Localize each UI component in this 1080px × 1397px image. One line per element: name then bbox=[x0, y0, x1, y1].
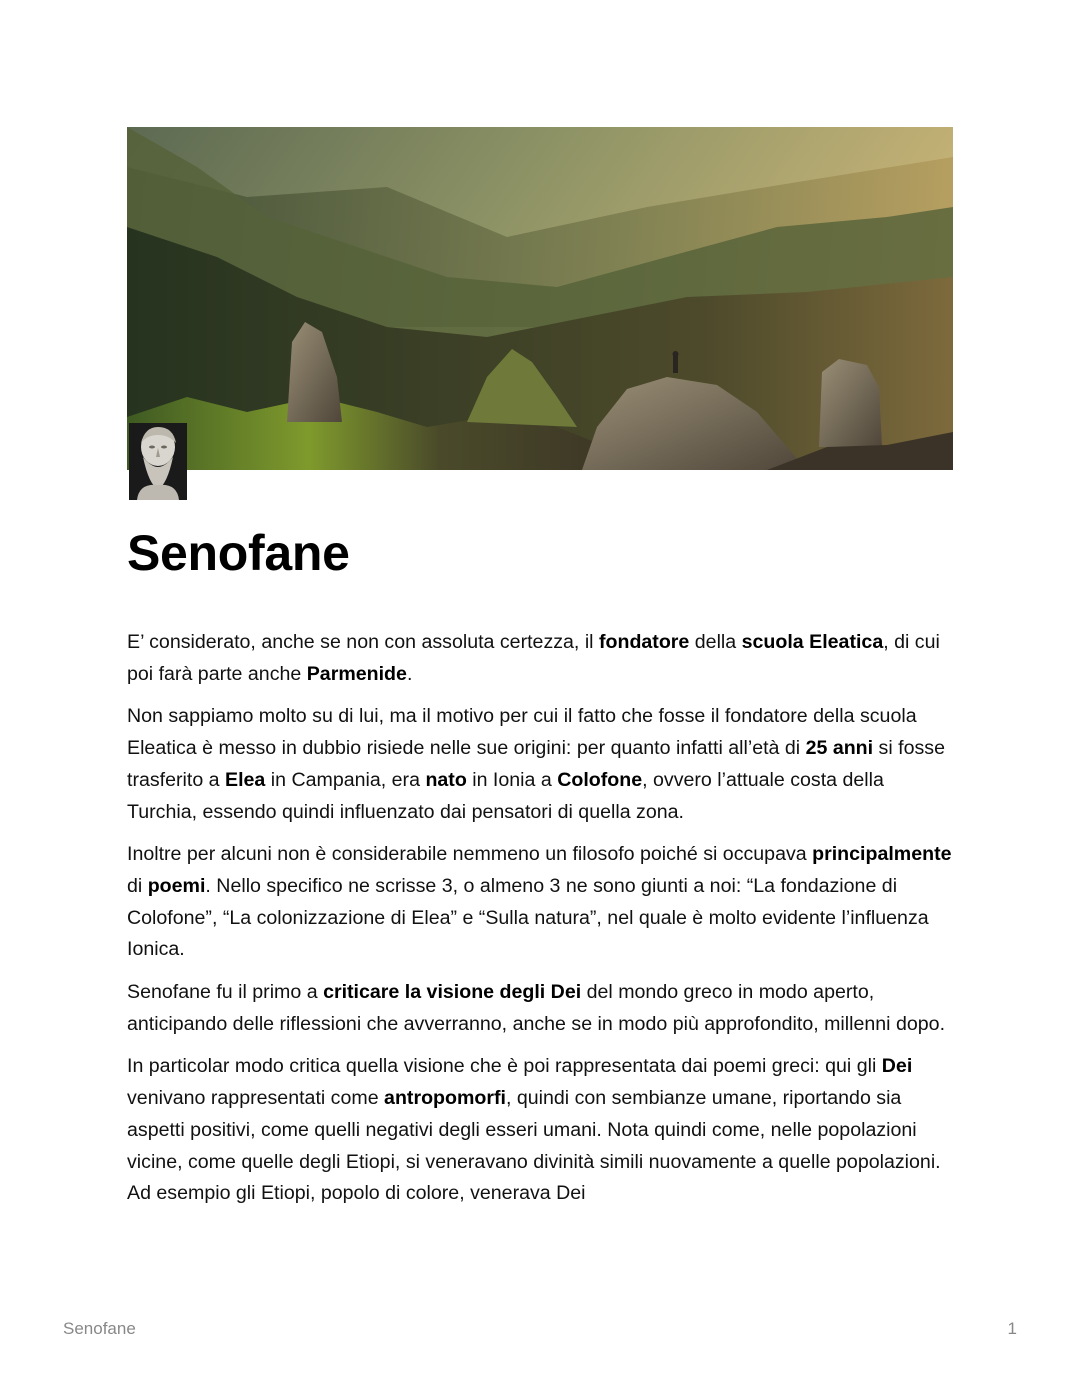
bold-text: criticare la visione degli Dei bbox=[323, 981, 582, 1004]
cover-image bbox=[127, 127, 953, 470]
bold-text: 25 anni bbox=[805, 737, 874, 760]
text-run: in Campania, era bbox=[265, 768, 426, 791]
bold-text: Dei bbox=[881, 1055, 913, 1078]
xenophanes-bust-portrait bbox=[129, 423, 187, 500]
paragraph bbox=[127, 1051, 957, 1210]
bold-text: poemi bbox=[147, 874, 206, 897]
footer-page-number: 1 bbox=[1007, 1319, 1017, 1338]
text-run: , di cui poi farà parte anche bbox=[127, 631, 940, 685]
page-title: Senofane bbox=[127, 525, 350, 581]
text-run: del mondo greco in modo aperto, anticipando delle riflessioni che avverranno, anche se in modo più approfondito, millenni dopo. bbox=[127, 981, 946, 1035]
bold-text: Colofone bbox=[557, 768, 643, 791]
bold-text: antropomorfi bbox=[384, 1087, 506, 1110]
paragraph bbox=[127, 701, 957, 828]
text-run: Inoltre per alcuni non è considerabile nemmeno un filosofo poiché si occupava bbox=[127, 843, 813, 866]
bold-text: Parmenide bbox=[306, 662, 407, 685]
paragraph bbox=[127, 627, 957, 690]
page-icon[interactable] bbox=[129, 423, 187, 500]
text-run: . bbox=[406, 662, 413, 685]
text-run: venivano rappresentati come bbox=[127, 1087, 385, 1110]
text-run: Senofane fu il primo a bbox=[127, 981, 324, 1004]
text-run: della bbox=[689, 631, 742, 653]
document-body bbox=[127, 627, 957, 1221]
text-run: Non sappiamo molto su di lui, ma il motivo per cui il fatto che fosse il fondatore della scuola Eleatica è messo in dubbio risiede nelle sue origini: per quanto infatti all’età di bbox=[127, 705, 917, 760]
bold-text: nato bbox=[425, 768, 467, 791]
text-run: , ovvero l’attuale costa della Turchia, essendo quindi influenzato dai pensatori di quella zona. bbox=[127, 768, 884, 823]
text-run: in Ionia a bbox=[466, 768, 558, 791]
bold-text: principalmente bbox=[812, 843, 952, 866]
text-run: E’ considerato, anche se non con assoluta certezza, il bbox=[127, 631, 599, 653]
text-run: In particolar modo critica quella visione che è poi rappresentata dai poemi greci: qui gli bbox=[127, 1055, 882, 1078]
bold-text: fondatore bbox=[598, 631, 690, 653]
text-run: di bbox=[127, 874, 148, 897]
footer-document-name: Senofane bbox=[63, 1319, 136, 1338]
paragraph bbox=[127, 839, 957, 966]
bold-text: Elea bbox=[225, 768, 266, 791]
mountain-landscape-photo bbox=[127, 127, 953, 470]
bold-text: scuola Eleatica bbox=[741, 631, 884, 653]
text-run: , quindi con sembianze umane, riportando sia aspetti positivi, come quelli negativi degli esseri umani. Nota quindi come, nelle popolazioni vicine, come quelle degli Etiopi, si veneravano divinità simili nuovamente a quelle popolazioni. Ad esempio gli Etiopi, popolo di colore, venerava Dei bbox=[127, 1087, 941, 1205]
text-run: . Nello specifico ne scrisse 3, o almeno 3 ne sono giunti a noi: “La fondazione di Colofone”, “La colonizzazione di Elea” e “Sulla natura”, nel quale è molto evidente l’influenza Ionica. bbox=[127, 874, 929, 961]
text-run: si fosse trasferito a bbox=[127, 737, 945, 791]
paragraph bbox=[127, 977, 957, 1040]
